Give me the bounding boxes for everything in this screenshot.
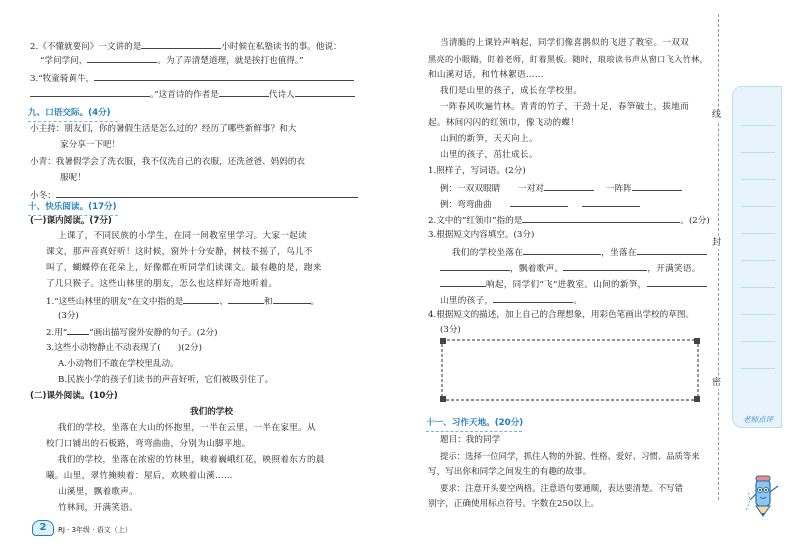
passage-1-line1: 上课了，不同民族的小学生，在同一间教室里学习。大家一起读 (58, 231, 308, 241)
q2-line2: “学问学问， 。为了弄清楚道理，就是挨打也值得。” (40, 56, 304, 66)
answer-blank[interactable] (510, 198, 568, 207)
right-q4-score: (3分) (440, 325, 461, 335)
teacher-comment-panel[interactable] (732, 86, 782, 428)
divider (426, 431, 522, 432)
essay-line6: 竹林间，开满笑语。 (58, 503, 139, 513)
binding-label-1: 线 (712, 110, 722, 120)
right-line7: 山间的新笋，天天向上。 (440, 134, 538, 144)
oral-line2: 家分享一下吧！ (60, 140, 121, 150)
answer-blank[interactable] (87, 54, 157, 63)
teacher-comment-label: 老师点评 (743, 415, 773, 424)
right-q3-line1: 我们的学校坐落在 ，坐落在 (452, 246, 707, 259)
answer-blank[interactable] (647, 278, 707, 287)
essay-line1: 我们的学校，坐落在大山的怀抱里，一半在云里，一半在家里。从 (58, 423, 316, 433)
footer-text: RJ · 3年级 · 语文（上） (58, 526, 132, 534)
answer-blank[interactable] (544, 182, 594, 191)
binding-label-3: 密 (712, 378, 722, 388)
right-q1: 1.照样子，写词语。(2分) (428, 166, 526, 176)
reading-q3-option-b[interactable]: B.民族小学的孩子们读书的声音好听，它们被吸引住了。 (58, 375, 274, 385)
right-q2: 2.文中的“红领巾”指的是 。(2分) (428, 216, 710, 226)
page-number-badge (32, 520, 54, 536)
answer-blank[interactable] (632, 182, 682, 191)
answer-blank[interactable] (522, 214, 680, 223)
answer-blank[interactable] (523, 246, 601, 255)
essay-line3: 我们的学校，坐落在浓密的竹林里，映着巍峨红花，映照着东方的晨 (58, 455, 325, 465)
section-11-title: 十一、习作天地。(20分) (426, 418, 524, 428)
page-number: 2 (39, 522, 47, 533)
drawing-box[interactable] (440, 338, 700, 402)
right-q3-line3: 响起，同学们“飞”进教室。山间的新笋， (440, 278, 707, 291)
reading-q3-option-a[interactable]: A.小动物们不敢在学校里乱动。 (58, 359, 179, 369)
answer-blank[interactable] (273, 295, 311, 304)
answer-blank[interactable] (228, 295, 264, 304)
essay-title: 我们的学校 (190, 407, 233, 417)
answer-blank[interactable] (637, 246, 707, 255)
reading-q2: 2.用“ ”画出描写窗外安静的句子。(2分) (46, 328, 218, 338)
answer-blank[interactable] (30, 88, 150, 97)
right-line3: 和山溪对话，和竹林絮语…… (428, 70, 544, 80)
right-q1-example1: 例：一双双眼睛 一对对 一阵阵 (440, 182, 682, 195)
q3-line2: 。”这首诗的作者是 代诗人 (30, 88, 355, 101)
divider (28, 121, 118, 122)
essay-line4: 曦。山里，翠竹掩映着：屋后，欢映着山溪…… (46, 471, 233, 481)
pencil-mascot-icon (738, 470, 786, 520)
passage-1-line3: 叫了，蝴蝶停在花朵上，好像都在听同学们读课文。最有趣的是，跑来 (46, 263, 322, 273)
right-q4: 4.根据短文的描述，加上自己的合理想象，用彩色笔画出学校的草图。 (428, 310, 695, 320)
essay-line2: 校门口铺出的石板路，弯弯曲曲，分别为山脚平地。 (46, 439, 251, 449)
right-q3-line2: ，飘着歌声。 ，开满笑语。 (440, 262, 701, 275)
oral-line1: 小主持：朋友们，你的暑假生活是怎么过的？经历了哪些新鲜事？和大 (30, 124, 297, 134)
binding-label-2: 封 (712, 238, 722, 248)
writing-line4: 要求：注意开头要空两格。注意语句要通顺，表达要清楚。不写错 (440, 483, 683, 493)
teacher-comment-lines (741, 99, 775, 379)
writing-line5: 别字，正确使用标点符号。字数在250以上。 (428, 499, 600, 509)
answer-blank[interactable] (440, 278, 486, 287)
section-10-title: 十、快乐阅读。(17分) (28, 202, 117, 212)
writing-line3: 写，写出你和同学之间发生的有趣的故事。 (428, 467, 592, 477)
right-line1: 当清脆的上课铃声响起，同学们像喜鹊似的飞进了教室。一双双 (440, 38, 690, 48)
writing-line1: 题目：我的同学 (440, 435, 501, 445)
binding-dashed-line (718, 14, 719, 500)
q2-line1: 2.《不懂就要问》一文讲的是 小时候在私塾读书的事。他说： (30, 42, 342, 52)
passage-1-line2: 课文，那声音真好听！这时候，窗外十分安静，树枝不摇了，鸟儿不 (46, 247, 313, 257)
reading-q3: 3.这些小动物静止不动表现了( )(2分) (46, 343, 202, 353)
right-line8: 山里的孩子，茁壮成长。 (440, 150, 538, 160)
right-line6: 起。林间闪闪的红领巾，像飞动的蝶！ (428, 118, 580, 128)
answer-blank[interactable] (440, 262, 510, 271)
answer-blank[interactable] (493, 294, 573, 303)
q3-line: 3.“牧童骑黄牛， (30, 72, 354, 85)
answer-blank[interactable] (183, 295, 219, 304)
right-line2: 黑亮的小眼睛，盯着老师，盯着黑板。随时，琅琅读书声从窗口飞入竹林， (428, 54, 709, 64)
right-line4: 我们是山里的孩子，成长在学校里。 (440, 86, 583, 96)
essay-line5: 山溪里，飘着歌声。 (58, 487, 139, 497)
writing-line2: 提示：选择一位同学，抓住人物的外貌、性格、爱好、习惯、品质等来 (440, 451, 700, 461)
oral-line4: 服呢！ (60, 173, 86, 183)
box-corner (440, 338, 700, 402)
section-9-title: 九、口语交际。(4分) (28, 108, 111, 118)
passage-1-title: (一)课内阅读。(7分) (30, 216, 112, 226)
right-q3: 3.根据短文内容填空。(3分) (428, 230, 535, 240)
reading-q1-score: (3分) (58, 311, 79, 321)
passage-1-line4: 了几只猴子。这些山林里的朋友，怎么也这样好奇地听着。 (46, 279, 278, 289)
right-q3-line4: 山里的孩子， 。 (440, 296, 583, 306)
right-line5: 一阵春风吹遍竹林。青青的竹子，干劲十足，春笋破土，拔地而 (440, 102, 690, 112)
oral-line3: 小青：我暑假学会了洗衣服，我不仅洗自己的衣服，还洗爸爸、妈妈的衣 (30, 157, 306, 167)
answer-blank[interactable] (94, 72, 354, 81)
reading-q1: 1.“这些山林里的朋友”在文中指的是 、 和 。 (46, 297, 320, 307)
passage-2-title: (二)课外阅读。(10分) (30, 391, 118, 401)
answer-blank[interactable] (563, 262, 647, 271)
answer-blank[interactable] (219, 88, 269, 97)
right-q1-example2: 例：弯弯曲曲 (440, 198, 640, 211)
answer-blank[interactable] (582, 198, 640, 207)
answer-blank[interactable] (141, 40, 221, 49)
answer-blank[interactable] (56, 189, 358, 198)
oral-answer-line: 小冬： (30, 189, 358, 202)
answer-blank[interactable] (295, 88, 355, 97)
